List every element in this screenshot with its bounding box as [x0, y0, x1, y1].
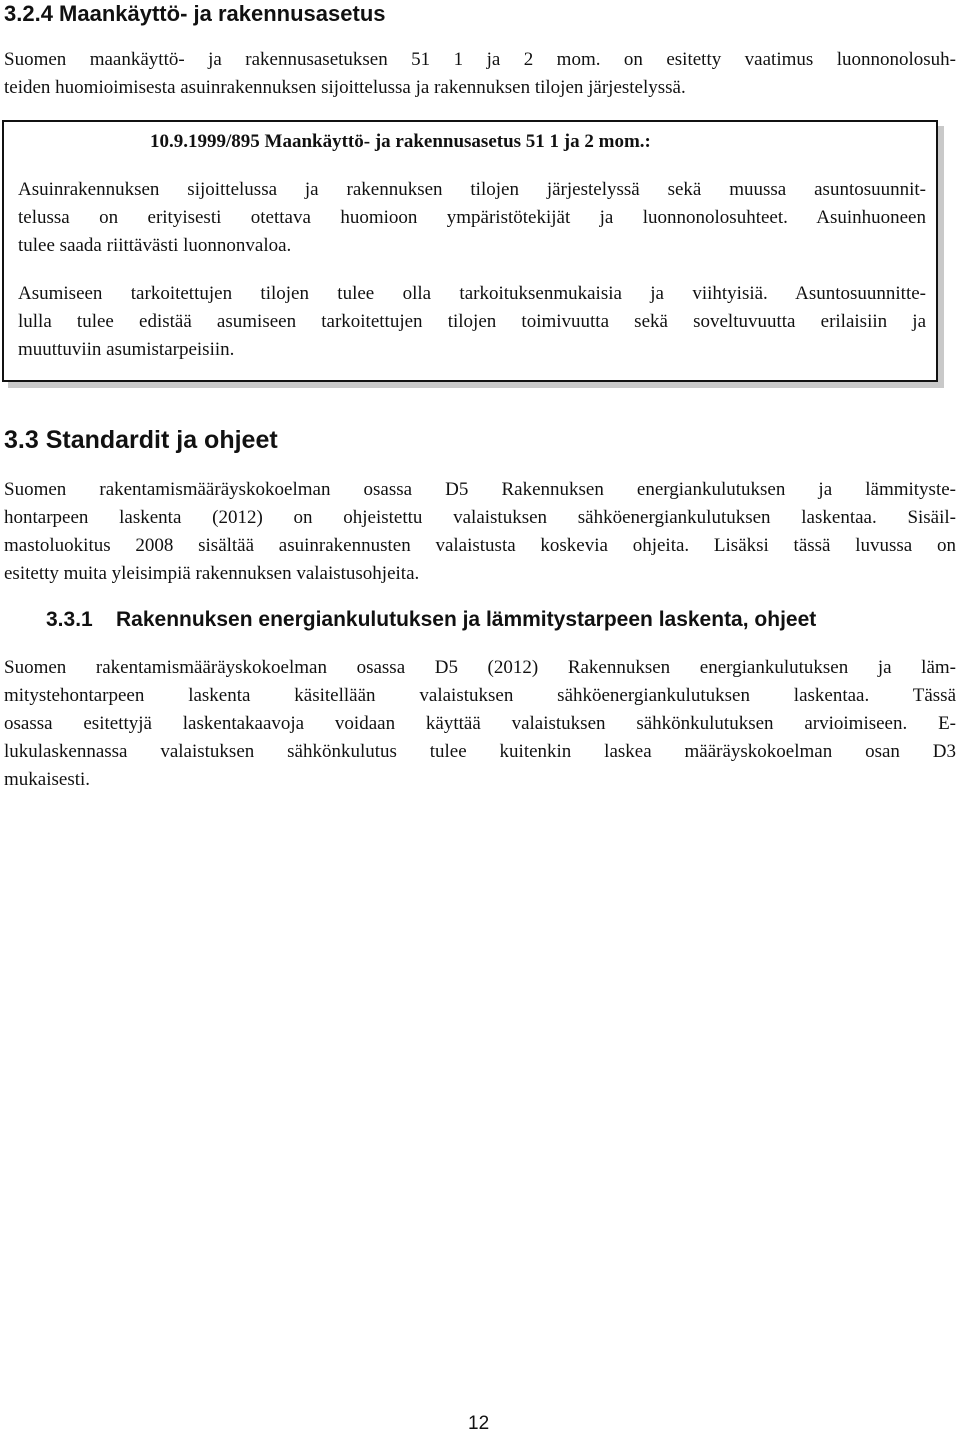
- quote-box-title: 10.9.1999/895 Maankäyttö- ja rakennusasetus 51 1 ja 2 mom.:: [150, 131, 651, 152]
- section-number: 3.3.1: [46, 608, 93, 631]
- paragraph-line: telussa on erityisesti otettava huomioon ympäristötekijät ja luonnonolosuhteet. Asuinhuoneen: [18, 207, 926, 228]
- paragraph-standards: [4, 476, 956, 588]
- paragraph-line: Suomen rakentamismääräyskokoelman osassa D5 (2012) Rakennuksen energiankulutuksen ja läm-: [4, 657, 956, 678]
- section-heading-3-3: 3.3 Standardit ja ohjeet: [4, 426, 278, 454]
- quote-paragraph-1: [18, 176, 926, 260]
- paragraph-line: mitystehontarpeen laskenta käsitellään valaistuksen sähköenergiankulutuksen laskentaa. Tässä: [4, 685, 956, 706]
- page-number: 12: [468, 1413, 490, 1434]
- paragraph-line: lulla tulee edistää asumiseen tarkoitettujen tilojen toimivuutta sekä soveltuvuutta erilaisiin ja: [18, 311, 926, 332]
- section-title: Rakennuksen energiankulutuksen ja lämmitystarpeen laskenta, ohjeet: [116, 608, 817, 631]
- section-heading-3-2-4: 3.2.4 Maankäyttö- ja rakennusasetus: [4, 1, 386, 26]
- section-heading-3-3-1: [46, 606, 816, 634]
- paragraph-energy-calculation: [4, 654, 956, 794]
- paragraph-line: Suomen rakentamismääräyskokoelman osassa D5 Rakennuksen energiankulutuksen ja lämmityste-: [4, 479, 956, 500]
- quote-paragraph-2: [18, 280, 926, 364]
- paragraph-land-use-decree: [4, 46, 956, 102]
- paragraph-line: mastoluokitus 2008 sisältää asuinrakennusten valaistusta koskevia ohjeita. Lisäksi tässä luvussa on: [4, 535, 956, 556]
- paragraph-line: esitetty muita yleisimpiä rakennuksen valaistusohjeita.: [4, 563, 420, 584]
- paragraph-line: osassa esitettyjä laskentakaavoja voidaan käyttää valaistuksen sähkönkulutuksen arvioimiseen. E-: [4, 713, 956, 734]
- paragraph-line: teiden huomioimisesta asuinrakennuksen sijoittelussa ja rakennuksen tilojen järjestelyssä.: [4, 77, 686, 98]
- paragraph-line: tulee saada riittävästi luonnonvaloa.: [18, 235, 292, 256]
- paragraph-line: Suomen maankäyttö- ja rakennusasetuksen 51 1 ja 2 mom. on esitetty vaatimus luonnonolosuh-: [4, 49, 956, 70]
- paragraph-line: hontarpeen laskenta (2012) on ohjeistettu valaistuksen sähköenergiankulutuksen laskentaa. Sisäil-: [4, 507, 956, 528]
- paragraph-line: Asuinrakennuksen sijoittelussa ja rakennuksen tilojen järjestelyssä sekä muussa asuntosuunnit-: [18, 179, 926, 200]
- paragraph-line: lukulaskennassa valaistuksen sähkönkulutus tulee kuitenkin laskea määräyskokoelman osan D3: [4, 741, 956, 762]
- paragraph-line: mukaisesti.: [4, 769, 91, 790]
- paragraph-line: muuttuviin asumistarpeisiin.: [18, 339, 235, 360]
- paragraph-line: Asumiseen tarkoitettujen tilojen tulee olla tarkoituksenmukaisia ja viihtyisiä. Asuntosuunnitte-: [18, 283, 926, 304]
